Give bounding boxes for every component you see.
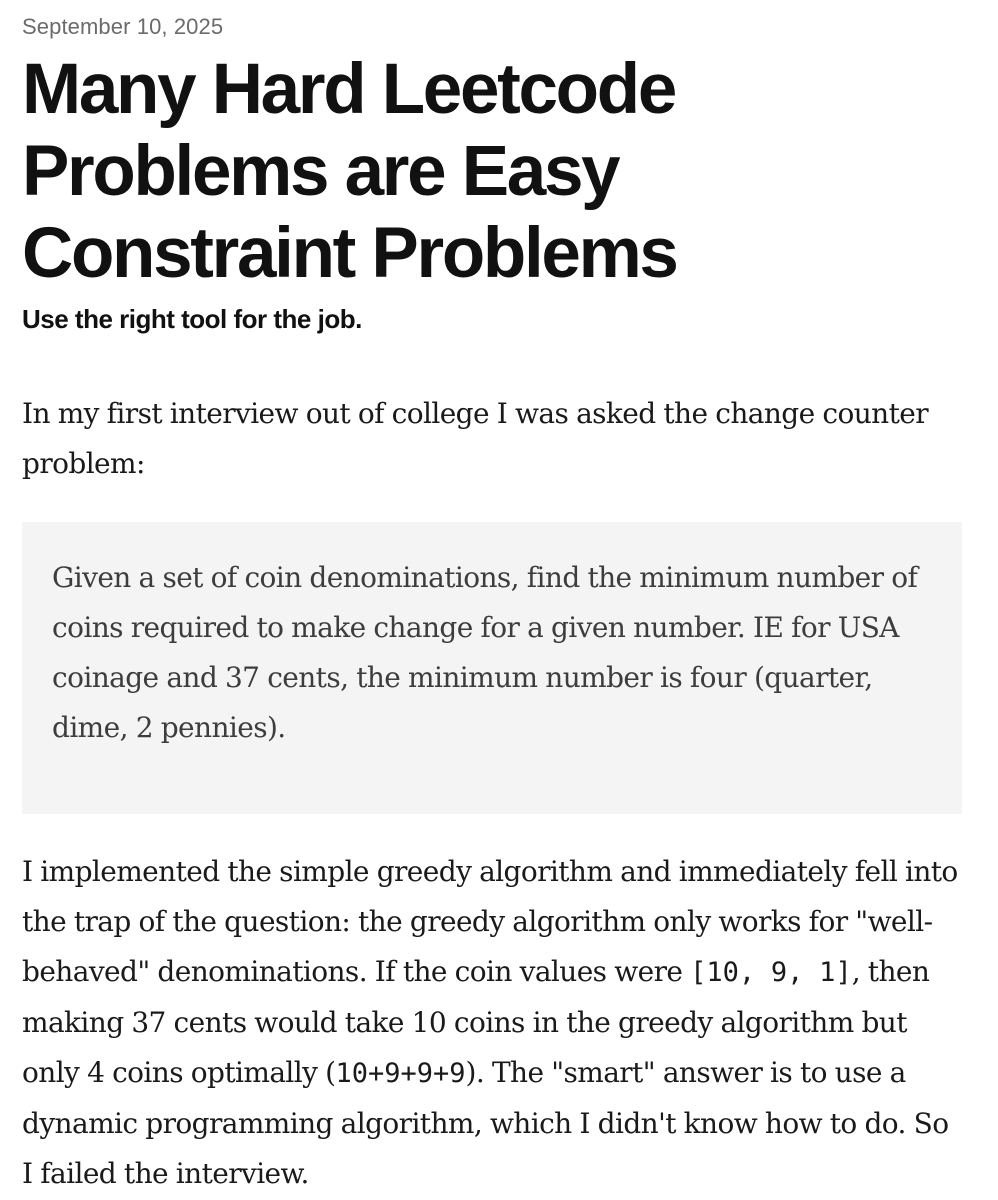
body-text-part2: , then making 37 cents would take 10 coins in the greedy algorithm but only 4 coins optimally ( — [22, 955, 930, 1089]
inline-code-optimal-sum: 10+9+9+9 — [335, 1058, 466, 1089]
post-date: September 10, 2025 — [22, 14, 224, 39]
body-text-part1: I implemented the simple greedy algorithm and immediately fell into the trap of the question: the greedy algorithm only works for "well-behaved" denominations. If the coin values were — [22, 855, 958, 988]
post-title: Many Hard Leetcode Problems are Easy Constraint Problems — [22, 50, 677, 293]
post-subtitle: Use the right tool for the job. — [22, 304, 362, 334]
intro-paragraph: In my first interview out of college I was asked the change counter problem: — [22, 397, 928, 480]
blockquote — [22, 522, 962, 814]
body-text-part3: ). The "smart" answer is to use a dynamic programming algorithm, which I didn't know how to do. So I failed the interview. — [22, 1056, 949, 1190]
blockquote-text: Given a set of coin denominations, find the minimum number of coins required to make change for a given number. IE for USA coinage and 37 cents, the minimum number is four (quarter, dime, 2 pennies). — [52, 561, 918, 744]
inline-code-coin-values: [10, 9, 1] — [690, 957, 852, 988]
body-paragraph — [22, 847, 962, 1199]
